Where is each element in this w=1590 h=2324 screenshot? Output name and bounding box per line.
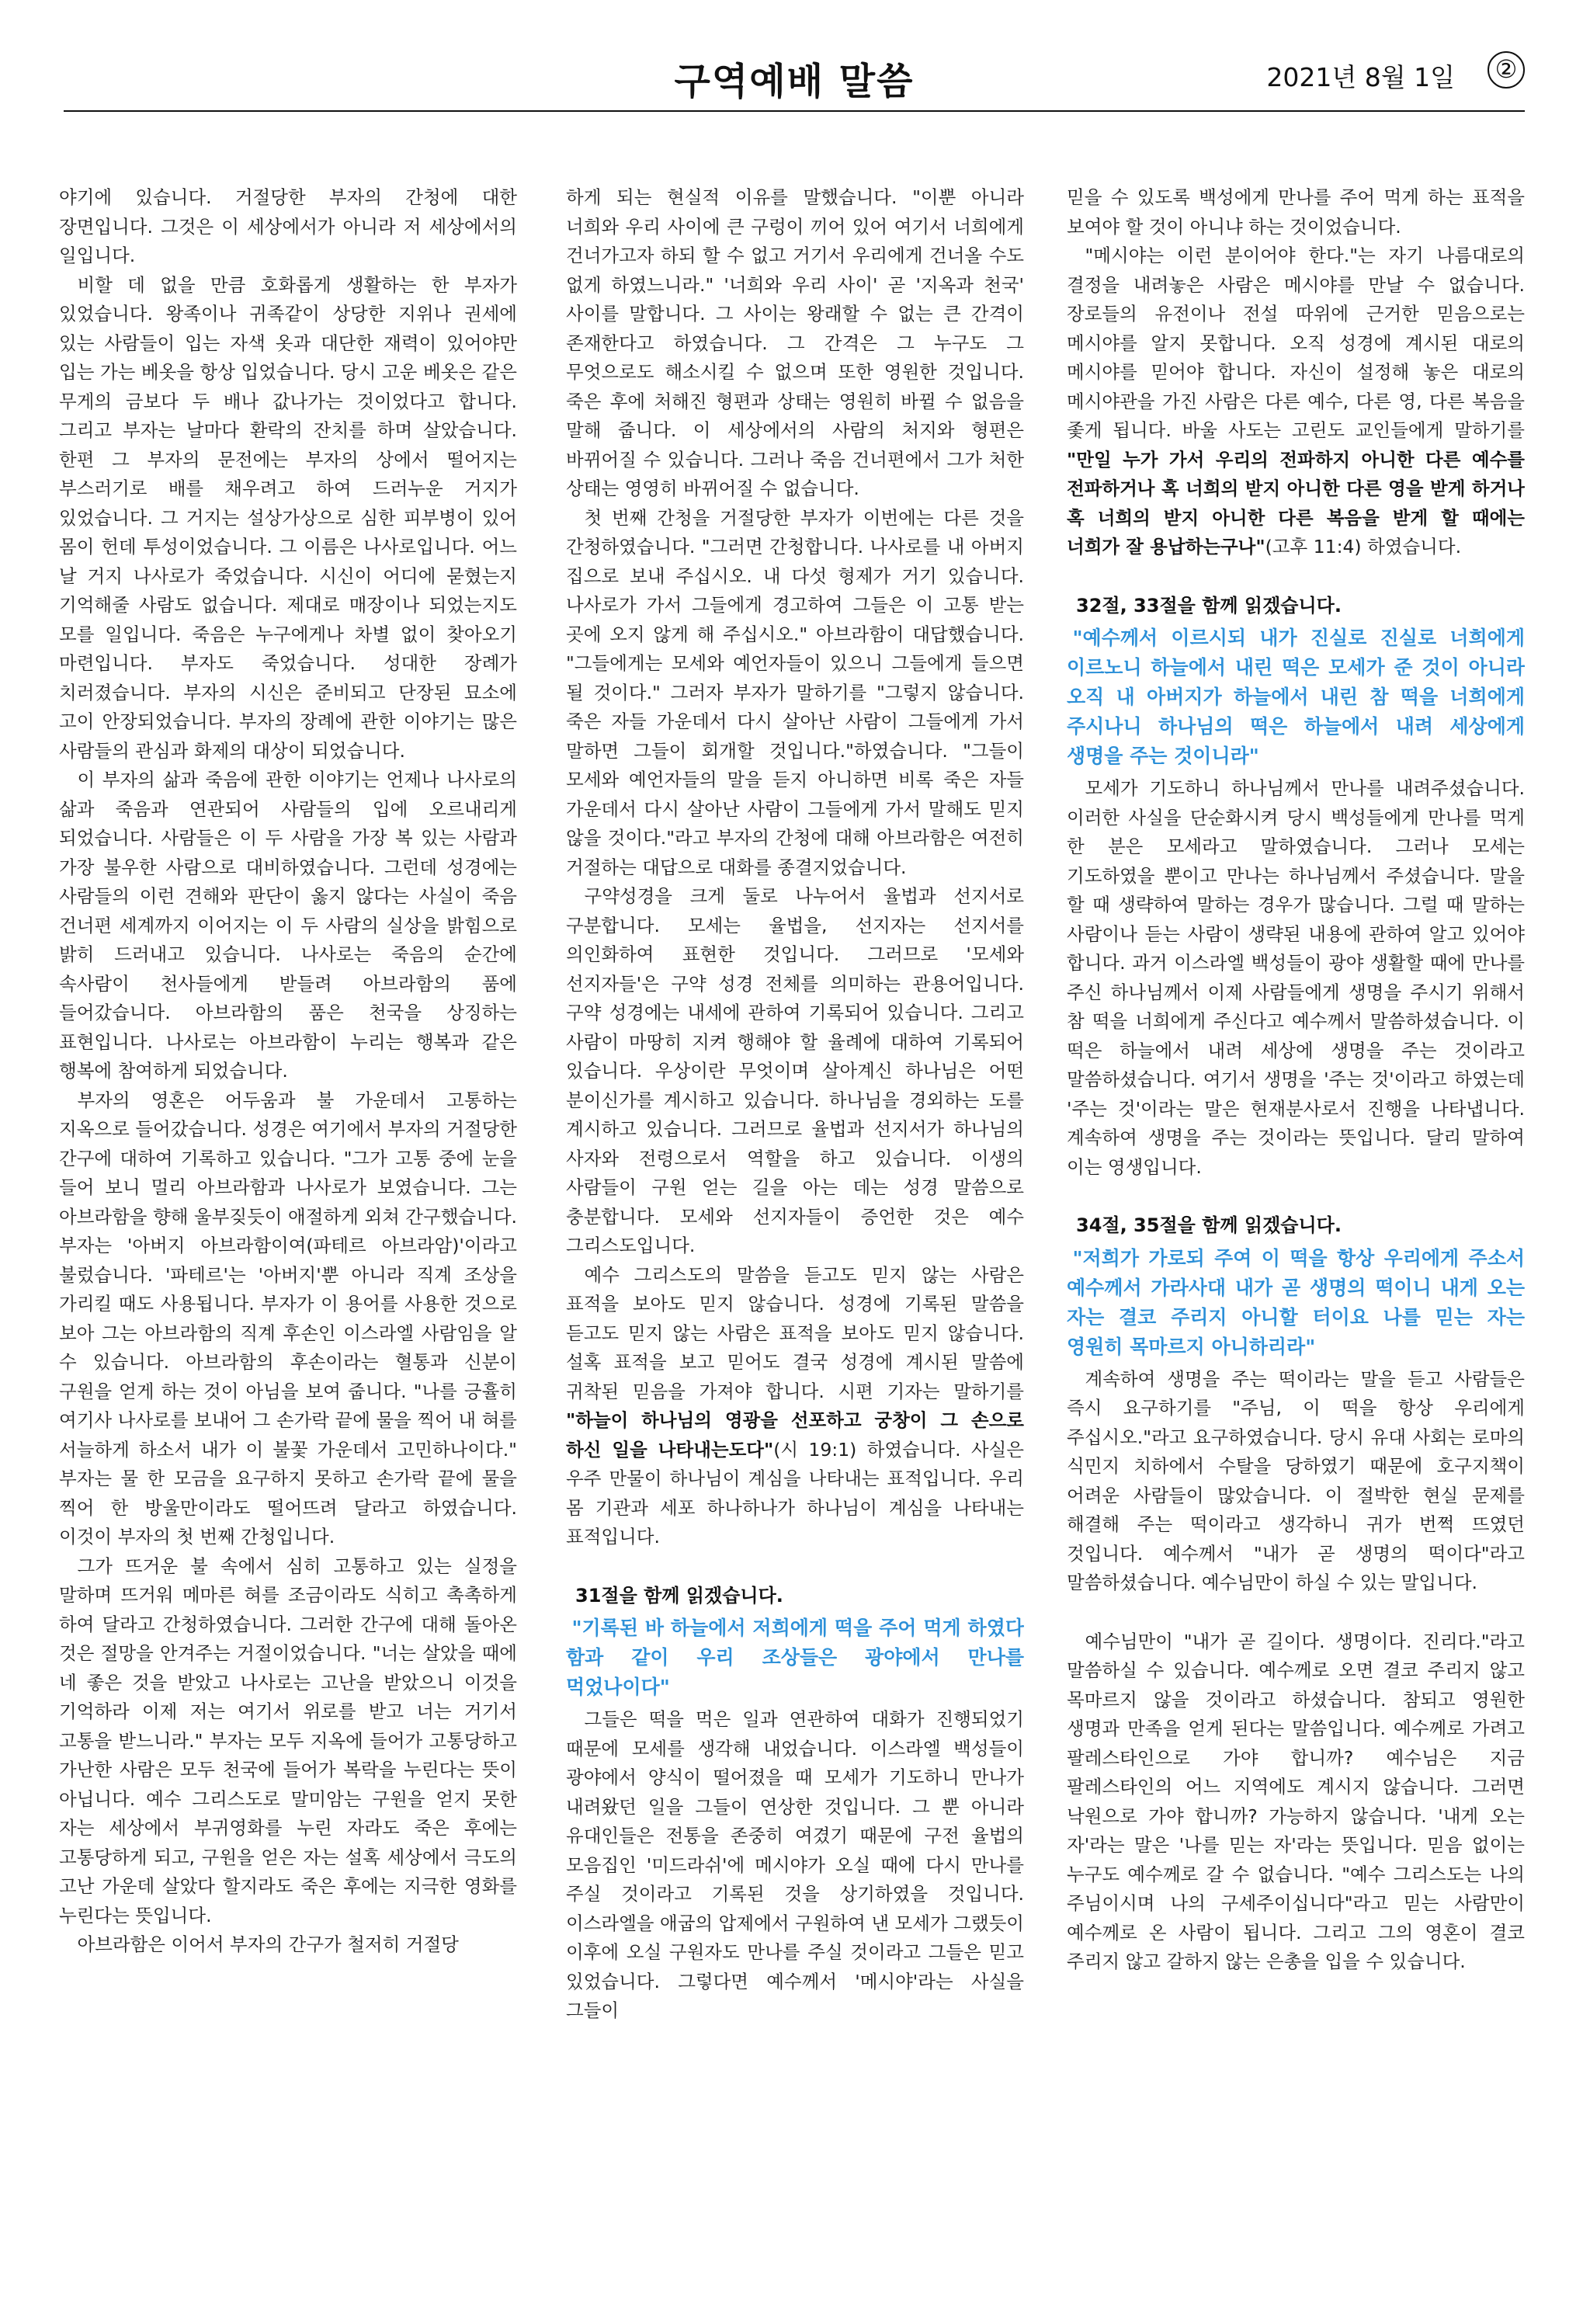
column-2 (566, 183, 1024, 2295)
paragraph: 야기에 있습니다. 거절당한 부자의 간청에 대한 장면입니다. 그것은 이 세상에서가 아니라 저 세상에서의 일입니다. (59, 186, 517, 266)
page-header (64, 0, 1525, 118)
paragraph: 모세가 기도하니 하나님께서 만나를 내려주셨습니다. 이러한 사실을 단순화시켜 당시 백성들에게 만나를 먹게 한 분은 모세라고 말하였습니다. 그러나 모세는 기도하였을 뿐이고 만나는 하나님께서 주셨습니다. 말을 할 때 생략하여 말하는 경우가 많습니다. 그럴 때 말하는 사람이나 듣는 사람이 생략된 내용에 관하여 알고 있어야 합니다. 과거 이스라엘 백성들이 광야 생활할 때에 만나를 주신 하나님께서 이제 사람들에게 생명을 주시기 위해서 참 떡을 너희에게 주신다고 예수께서 말씀하셨습니다. 이 떡은 하늘에서 내려 세상에 생명을 주는 것이라고 말씀하셨습니다. 여기서 생명을 '주는 것'이라고 하였는데 '주는 것'이라는 말은 현재분사로서 진행을 나타냅니다. 계속하여 생명을 주는 것이라는 뜻입니다. 달리 말하여 이는 영생입니다. (1067, 777, 1525, 1178)
section-heading: 34절, 35절을 함께 읽겠습니다. (1076, 1214, 1342, 1236)
paragraph-text: (시 19:1) 하였습니다. 사실은 우주 만물이 하나님이 계심을 나타내는 표적입니다. 우리 몸 기관과 세포 하나하나가 하나님이 계심을 나타내는 표적입니다. (566, 1438, 1024, 1548)
header-rule (64, 110, 1525, 112)
paragraph: 계속하여 생명을 주는 떡이라는 말을 듣고 사람들은 즉시 요구하기를 "주님, 이 떡을 항상 우리에게 주십시오."라고 요구하였습니다. 당시 유대 사회는 로마의 식민지 치하에서 수탈을 당하였기 때문에 호구지책이 어려운 사람들이 많았습니다. 이 절박한 현실 문제를 해결해 주는 떡이라고 생각하니 귀가 번쩍 뜨였던 것입니다. 예수께서 "내가 곧 생명의 떡이다"라고 말씀하셨습니다. 예수님만이 하실 수 있는 말입니다. (1067, 1367, 1525, 1593)
issue-date: 2021년 8월 1일 (1266, 62, 1455, 92)
section-heading: 32절, 33절을 함께 읽겠습니다. (1076, 594, 1342, 617)
scripture-quote: "하늘이 하나님의 영광을 선포하고 궁창이 그 손으로 하신 일을 나타내는도다" (566, 1409, 1024, 1461)
paragraph: 첫 번째 간청을 거절당한 부자가 이번에는 다른 것을 간청하였습니다. "그러면 간청합니다. 나사로를 내 아버지 집으로 보내 주십시오. 내 다섯 형제가 거기 있습니다. 나사로가 가서 그들에게 경고하여 그들은 이 고통 받는 곳에 오지 않게 해 주십시오." 아브라함이 대답했습니다. "그들에게는 모세와 예언자들이 있으니 그들에게 들으면 될 것이다." 그러자 부자가 말하기를 "그렇지 않습니다. 죽은 자들 가운데서 다시 살아난 사람이 그들에게 가서 말하면 그들이 회개할 것입니다."하였습니다. "그들이 모세와 예언자들의 말을 듣지 아니하면 비록 죽은 자들 가운데서 다시 살아난 사람이 그들에게 가서 말해도 믿지 않을 것이다."라고 부자의 간청에 대해 아브라함은 여전히 거절하는 대답으로 대화를 종결지었습니다. (566, 506, 1024, 878)
section-heading: 31절을 함께 읽겠습니다. (575, 1584, 783, 1607)
verse-quote: "저희가 가로되 주여 이 떡을 항상 우리에게 주소서 예수께서 가라사대 내가 곧 생명의 떡이니 내게 오는 자는 결코 주리지 아니할 터이요 나를 믿는 자는 영원히 목마르지 아니하리라" (1067, 1246, 1525, 1358)
spacer (1067, 1598, 1525, 1627)
paragraph: 예수님만이 "내가 곧 길이다. 생명이다. 진리다."라고 말씀하실 수 있습니다. 예수께로 오면 결코 주리지 않고 목마르지 않을 것이라고 하셨습니다. 참되고 영원한 생명과 만족을 얻게 된다는 말씀입니다. 예수께로 가려고 팔레스타인으로 가야 합니까? 예수님은 지금 팔레스타인의 어느 지역에도 계시지 않습니다. 그러면 낙원으로 가야 합니까? 가능하지 않습니다. '내게 오는 자'라는 말은 '나를 믿는 자'라는 뜻입니다. 믿음 없이는 누구도 예수께로 갈 수 없습니다. "예수 그리스도는 나의 주님이시며 나의 구세주이십니다"라고 믿는 사람만이 예수께로 온 사람이 됩니다. 그리고 그의 영혼이 결코 주리지 않고 갈하지 않는 은총을 입을 수 있습니다. (1067, 1630, 1525, 1972)
column-3 (1067, 183, 1525, 2295)
paragraph-text: (고후 11:4) 하였습니다. (1265, 536, 1462, 558)
column-1 (59, 183, 517, 2295)
page-number: ② (1488, 51, 1525, 89)
paragraph: 그가 뜨거운 불 속에서 심히 고통하고 있는 실정을 말하며 뜨거워 메마른 혀를 조금이라도 식히고 촉촉하게 하여 달라고 간청하였습니다. 그러한 간구에 대해 돌아온 것은 절망을 안겨주는 거절이었습니다. "너는 살았을 때에 네 좋은 것을 받았고 나사로는 고난을 받았으니 이것을 기억하라 이제 저는 여기서 위로를 받고 너는 거기서 고통을 받느니라." 부자는 모두 지옥에 들어가 고통당하고 가난한 사람은 모두 천국에 들어가 복락을 누린다는 뜻이 아닙니다. 예수 그리스도로 말미암는 구원을 얻지 못한 자는 세상에서 부귀영화를 누린 자라도 죽은 후에는 고통당하게 되고, 구원을 얻은 자는 설혹 세상에서 극도의 고난 가운데 살았다 할지라도 죽은 후에는 지극한 영화를 누린다는 뜻입니다. (59, 1555, 517, 1926)
paragraph: 그들은 떡을 먹은 일과 연관하여 대화가 진행되었기 때문에 모세를 생각해 내었습니다. 이스라엘 백성들이 광야에서 양식이 떨어졌을 때 모세가 기도하니 만나가 내려왔던 일을 그들이 연상한 것입니다. 그 뿐 아니라 유대인들은 전통을 존중히 여겼기 때문에 구전 율법의 모음집인 '미드라쉬'에 메시야가 오실 때에 다시 만나를 주실 것이라고 기록된 것을 상기하였을 것입니다. 이스라엘을 애굽의 압제에서 구원하여 낸 모세가 그랬듯이 이후에 오실 구원자도 만나를 주실 것이라고 그들은 믿고 있었습니다. 그렇다면 예수께서 '메시야'라는 사실을 그들이 (566, 1708, 1024, 2021)
paragraph: 믿을 수 있도록 백성에게 만나를 주어 먹게 하는 표적을 보여야 할 것이 아니냐 하는 것이었습니다. (1067, 186, 1525, 238)
paragraph-text: "메시야는 이런 분이어야 한다."는 자기 나름대로의 결정을 내려놓은 사람은 메시야를 만날 수 없습니다. 장로들의 유전이나 전설 따위에 근거한 믿음으로는 메시야를 알지 못합니다. 오직 성경에 계시된 대로의 메시야를 믿어야 합니다. 자신이 설정해 놓은 대로의 메시야관을 가진 사람은 다른 예수, 다른 영, 다른 복음을 좇게 됩니다. 바울 사도는 고린도 교인들에게 말하기를 (1067, 245, 1525, 441)
paragraph (566, 1261, 1024, 1552)
verse-quote: "예수께서 이르시되 내가 진실로 진실로 너희에게 이르노니 하늘에서 내린 떡은 모세가 준 것이 아니라 오직 내 아버지가 하늘에서 내린 참 떡을 너희에게 주시나니 하나님의 떡은 하늘에서 내려 세상에게 생명을 주는 것이니라" (1067, 627, 1525, 767)
paragraph: 비할 데 없을 만큼 호화롭게 생활하는 한 부자가 있었습니다. 왕족이나 귀족같이 상당한 지위나 권세에 있는 사람들이 입는 자색 옷과 대단한 재력이 있어야만 입는 가는 베옷을 항상 입었습니다. 당시 고운 베옷은 같은 무게의 금보다 두 배나 값나가는 것이었다고 합니다. 그리고 부자는 날마다 환락의 잔치를 하며 살았습니다. 한편 그 부자의 문전에는 부자의 상에서 떨어지는 부스러기로 배를 채우려고 하여 드러누운 거지가 있었습니다. 그 거지는 설상가상으로 심한 피부병이 있어 몸이 헌데 투성이었습니다. 그 이름은 나사로입니다. 어느 날 거지 나사로가 죽었습니다. 시신이 어디에 묻혔는지 기억해줄 사람도 없습니다. 제대로 매장이나 되었는지도 모를 일입니다. 죽음은 누구에게나 차별 없이 찾아오기 마련입니다. 부자도 죽었습니다. 성대한 장례가 치러졌습니다. 부자의 시신은 준비되고 단장된 묘소에 고이 안장되었습니다. 부자의 장례에 관한 이야기는 많은 사람들의 관심과 화제의 대상이 되었습니다. (59, 273, 517, 762)
paragraph: 부자의 영혼은 어두움과 불 가운데서 고통하는 지옥으로 들어갔습니다. 성경은 여기에서 부자의 거절당한 간구에 대하여 기록하고 있습니다. "그가 고통 중에 눈을 들어 보니 멀리 아브라함과 나사로가 보였습니다. 그는 아브라함을 향해 울부짖듯이 애절하게 외쳐 간구했습니다. 부자는 '아버지 아브라함이여(파테르 아브라암)'이라고 불렀습니다. '파테르'는 '아버지'뿐 아니라 직계 조상을 가리킬 때도 사용됩니다. 부자가 이 용어를 사용한 것으로 보아 그는 아브라함의 직계 후손인 이스라엘 사람임을 알 수 있습니다. 아브라함의 후손이라는 혈통과 신분이 구원을 얻게 하는 것이 아님을 보여 줍니다. "나를 긍휼히 여기사 나사로를 보내어 그 손가락 끝에 물을 찍어 내 혀를 서늘하게 하소서 내가 이 불꽃 가운데서 고민하나이다." 부자는 물 한 모금을 요구하지 못하고 손가락 끝에 물을 찍어 한 방울만이라도 떨어뜨려 달라고 하였습니다. 이것이 부자의 첫 번째 간청입니다. (59, 1089, 517, 1548)
paragraph: 이 부자의 삶과 죽음에 관한 이야기는 언제나 나사로의 삶과 죽음과 연관되어 사람들의 입에 오르내리게 되었습니다. 사람들은 이 두 사람을 가장 복 있는 사람과 가장 불우한 사람으로 대비하였습니다. 그런데 성경에는 사람들의 이런 견해와 판단이 옳지 않다는 사실이 죽음 건너편 세계까지 이어지는 이 두 사람의 실상을 밝힘으로 밝히 드러내고 있습니다. 나사로는 죽음의 순간에 속사람이 천사들에게 받들려 아브라함의 품에 들어갔습니다. 아브라함의 품은 천국을 상징하는 표현입니다. 나사로는 아브라함이 누리는 행복과 같은 행복에 참여하게 되었습니다. (59, 769, 517, 1082)
newsletter-title: 구역예배 말씀 (674, 60, 915, 103)
paragraph-text: 예수 그리스도의 말씀을 듣고도 믿지 않는 사람은 표적을 보아도 믿지 않습니다. 성경에 기록된 말씀을 듣고도 믿지 않는 사람은 표적을 보아도 믿지 않습니다. 설혹 표적을 보고 믿어도 결국 성경에 계시된 말씀에 귀착된 믿음을 가져야 합니다. 시편 기자는 말하기를 (566, 1263, 1024, 1402)
paragraph: 하게 되는 현실적 이유를 말했습니다. "이뿐 아니라 너희와 우리 사이에 큰 구렁이 끼어 있어 여기서 너희에게 건너가고자 하되 할 수 없고 거기서 우리에게 건너올 수도 없게 하였느니라." '너희와 우리 사이' 곧 '지옥과 천국' 사이를 말합니다. 그 사이는 왕래할 수 없는 큰 간격이 존재한다고 하였습니다. 그 간격은 그 누구도 그 무엇으로도 해소시킬 수 없으며 또한 영원한 것입니다. 죽은 후에 처해진 형편과 상태는 영원히 바뀔 수 없음을 말해 줍니다. 이 세상에서의 사람의 처지와 형편은 바뀌어질 수 있습니다. 그러나 죽음 건너편에서 그가 처한 상태는 영영히 바뀌어질 수 없습니다. (566, 186, 1024, 499)
verse-quote: "기록된 바 하늘에서 저희에게 떡을 주어 먹게 하였다 함과 같이 우리 조상들은 광야에서 만나를 먹었나이다" (566, 1617, 1024, 1698)
paragraph: 구약성경을 크게 둘로 나누어서 율법과 선지서로 구분합니다. 모세는 율법을, 선지자는 선지서를 의인화하여 표현한 것입니다. 그러므로 '모세와 선지자들'은 구약 성경 전체를 의미하는 관용어입니다. 구약 성경에는 내세에 관하여 기록되어 있습니다. 그리고 사람이 마땅히 지켜 행해야 할 율례에 대하여 기록되어 있습니다. 우상이란 무엇이며 살아계신 하나님은 어떤 분이신가를 계시하고 있습니다. 하나님을 경외하는 도를 계시하고 있습니다. 그러므로 율법과 선지서가 하나님의 사자와 전령으로서 역할을 하고 있습니다. 이생의 사람들이 구원 얻는 길을 아는 데는 성경 말씀으로 충분합니다. 모세와 선지자들이 증언한 것은 예수 그리스도입니다. (566, 885, 1024, 1256)
scripture-quote: "만일 누가 가서 우리의 전파하지 아니한 다른 예수를 전파하거나 혹 너희의 받지 아니한 다른 영을 받게 하거나 혹 너희의 받지 아니한 다른 복음을 받게 할 때에는 너희가 잘 용납하는구나" (1067, 448, 1525, 558)
paragraph: 아브라함은 이어서 부자의 간구가 철저히 거절당 (77, 1933, 459, 1955)
paragraph (1067, 241, 1525, 562)
